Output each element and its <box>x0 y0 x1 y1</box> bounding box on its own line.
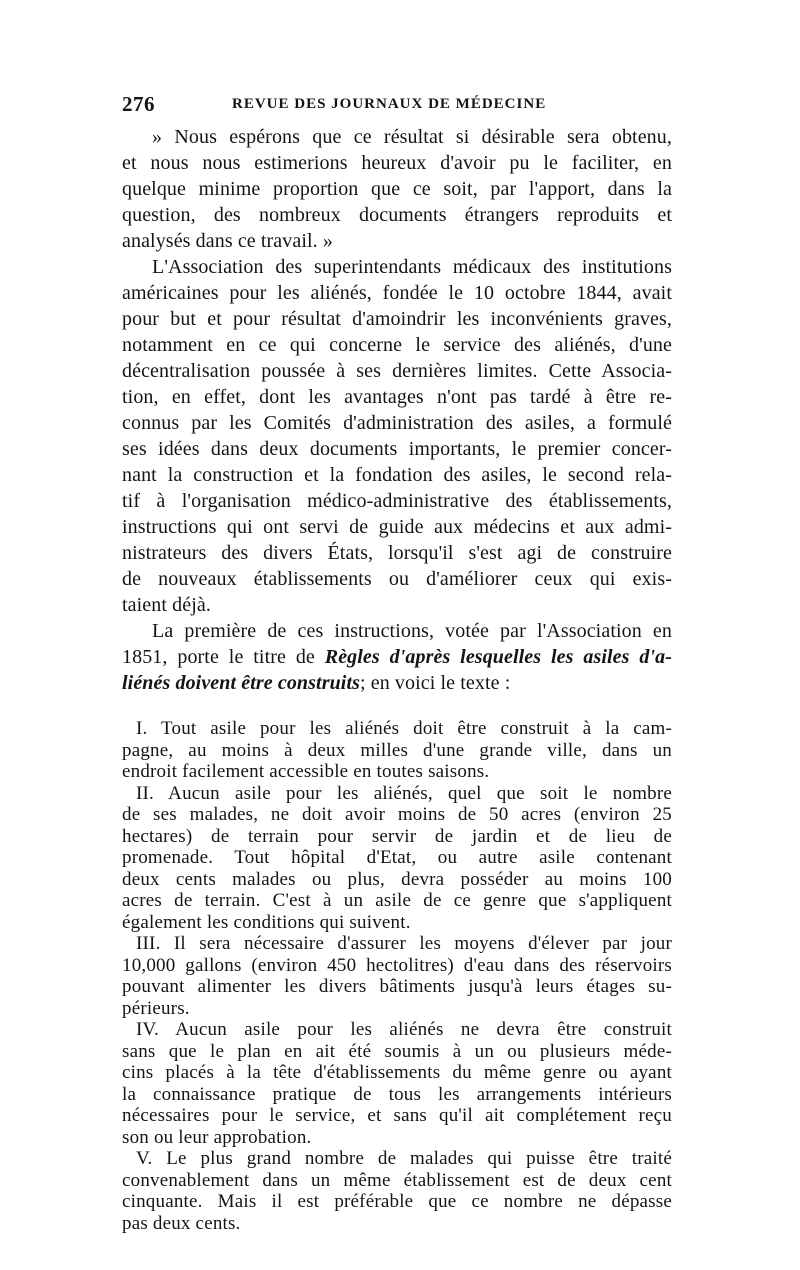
text-line: promenade. Tout hôpital d'Etat, ou autre asile contenant <box>122 847 672 868</box>
text-line: V. Le plus grand nombre de malades qui puisse être traité <box>136 1148 672 1169</box>
paragraph-first-instruction <box>122 618 672 696</box>
running-head <box>122 92 672 122</box>
paragraph-quote-end <box>122 124 672 254</box>
body-text <box>122 124 672 1234</box>
rule-4 <box>122 1019 672 1148</box>
rule-1 <box>122 718 672 783</box>
text-line: ses idées dans deux documents importants, le premier concer- <box>122 438 672 460</box>
italic-title: liénés doivent être construits <box>122 672 360 694</box>
text-line: instructions qui ont servi de guide aux médecins et aux admi- <box>122 516 672 538</box>
text-line: IV. Aucun asile pour les aliénés ne devra être construit <box>136 1019 672 1040</box>
text-line: I. Tout asile pour les aliénés doit être construit à la cam- <box>136 718 672 739</box>
paragraph-association <box>122 254 672 618</box>
text-line: américaines pour les aliénés, fondée le 10 octobre 1844, avait <box>122 282 672 304</box>
text-line: tif à l'organisation médico-administrative des établissements, <box>122 490 672 512</box>
text-run: 1851, porte le titre de <box>122 646 325 668</box>
text-line: hectares) de terrain pour servir de jardin et de lieu de <box>122 825 672 847</box>
text-line: de ses malades, ne doit avoir moins de 50 acres (environ 25 <box>122 804 672 825</box>
rule-2 <box>122 783 672 934</box>
text-line: II. Aucun asile pour les aliénés, quel que soit le nombre <box>136 782 672 804</box>
text-run: ; en voici le texte : <box>360 672 511 694</box>
italic-title: Règles d'après lesquelles les asiles d'a- <box>324 646 672 668</box>
text-line: également les conditions qui suivent. <box>122 911 411 933</box>
text-line: nécessaires pour le service, et sans qu'il ait complétement reçu <box>122 1105 672 1126</box>
text-line: son ou leur approbation. <box>122 1126 312 1148</box>
text-line: taient déjà. <box>122 594 211 616</box>
rule-3 <box>122 933 672 1019</box>
text-line: cins placés à la tête d'établissements du même genre ou ayant <box>122 1062 672 1083</box>
text-line: L'Association des superintendants médicaux des institutions <box>152 256 672 278</box>
text-line: décentralisation poussée à ses dernières limites. Cette Associa- <box>122 360 672 382</box>
text-line: 10,000 gallons (environ 450 hectolitres) d'eau dans des réservoirs <box>122 954 672 976</box>
rule-5 <box>122 1148 672 1234</box>
text-line: pouvant alimenter les divers bâtiments jusqu'à leurs étages su- <box>122 976 672 997</box>
text-line: notamment en ce qui concerne le service des aliénés, d'une <box>122 334 672 356</box>
text-line <box>122 670 672 696</box>
section-gap <box>122 696 672 718</box>
text-line: connus par les Comités d'administration des asiles, a formulé <box>122 412 672 434</box>
text-line: deux cents malades ou plus, devra posséder au moins 100 <box>122 868 672 890</box>
text-line: nistrateurs des divers États, lorsqu'il s'est agi de construire <box>122 542 672 564</box>
text-line: acres de terrain. C'est à un asile de ce genre que s'appliquent <box>122 890 672 911</box>
text-line: cinquante. Mais il est préférable que ce nombre ne dépasse <box>122 1191 672 1212</box>
text-line: pour but et pour résultat d'amoindrir les inconvénients graves, <box>122 308 672 330</box>
text-line: analysés dans ce travail. » <box>122 230 333 252</box>
page-number: 276 <box>122 92 155 116</box>
text-line <box>122 644 672 670</box>
text-line: sans que le plan en ait été soumis à un ou plusieurs méde- <box>122 1040 672 1062</box>
text-line: pagne, au moins à deux milles d'une grande ville, dans un <box>122 739 672 761</box>
text-line: de nouveaux établissements ou d'améliorer ceux qui exis- <box>122 568 672 590</box>
rules-block <box>122 718 672 1234</box>
text-line: question, des nombreux documents étrangers reproduits et <box>122 204 672 226</box>
text-line: tion, en effet, dont les avantages n'ont pas tardé à être re- <box>122 386 672 408</box>
text-line: convenablement dans un même établissement est de deux cent <box>122 1169 672 1191</box>
text-line: périeurs. <box>122 997 190 1019</box>
text-line: pas deux cents. <box>122 1212 241 1234</box>
text-line: endroit facilement accessible en toutes saisons. <box>122 761 490 782</box>
text-line: III. Il sera nécessaire d'assurer les moyens d'élever par jour <box>136 933 672 954</box>
text-line: La première de ces instructions, votée par l'Association en <box>152 620 672 642</box>
text-line: quelque minime proportion que ce soit, par l'apport, dans la <box>122 178 672 200</box>
text-line: et nous nous estimerions heureux d'avoir pu le faciliter, en <box>122 152 672 174</box>
text-line: la connaissance pratique de tous les arrangements intérieurs <box>122 1083 672 1105</box>
text-line: nant la construction et la fondation des asiles, le second rela- <box>122 464 672 486</box>
text-line: » Nous espérons que ce résultat si désirable sera obtenu, <box>152 126 672 148</box>
journal-title: REVUE DES JOURNAUX DE MÉDECINE <box>232 96 547 112</box>
